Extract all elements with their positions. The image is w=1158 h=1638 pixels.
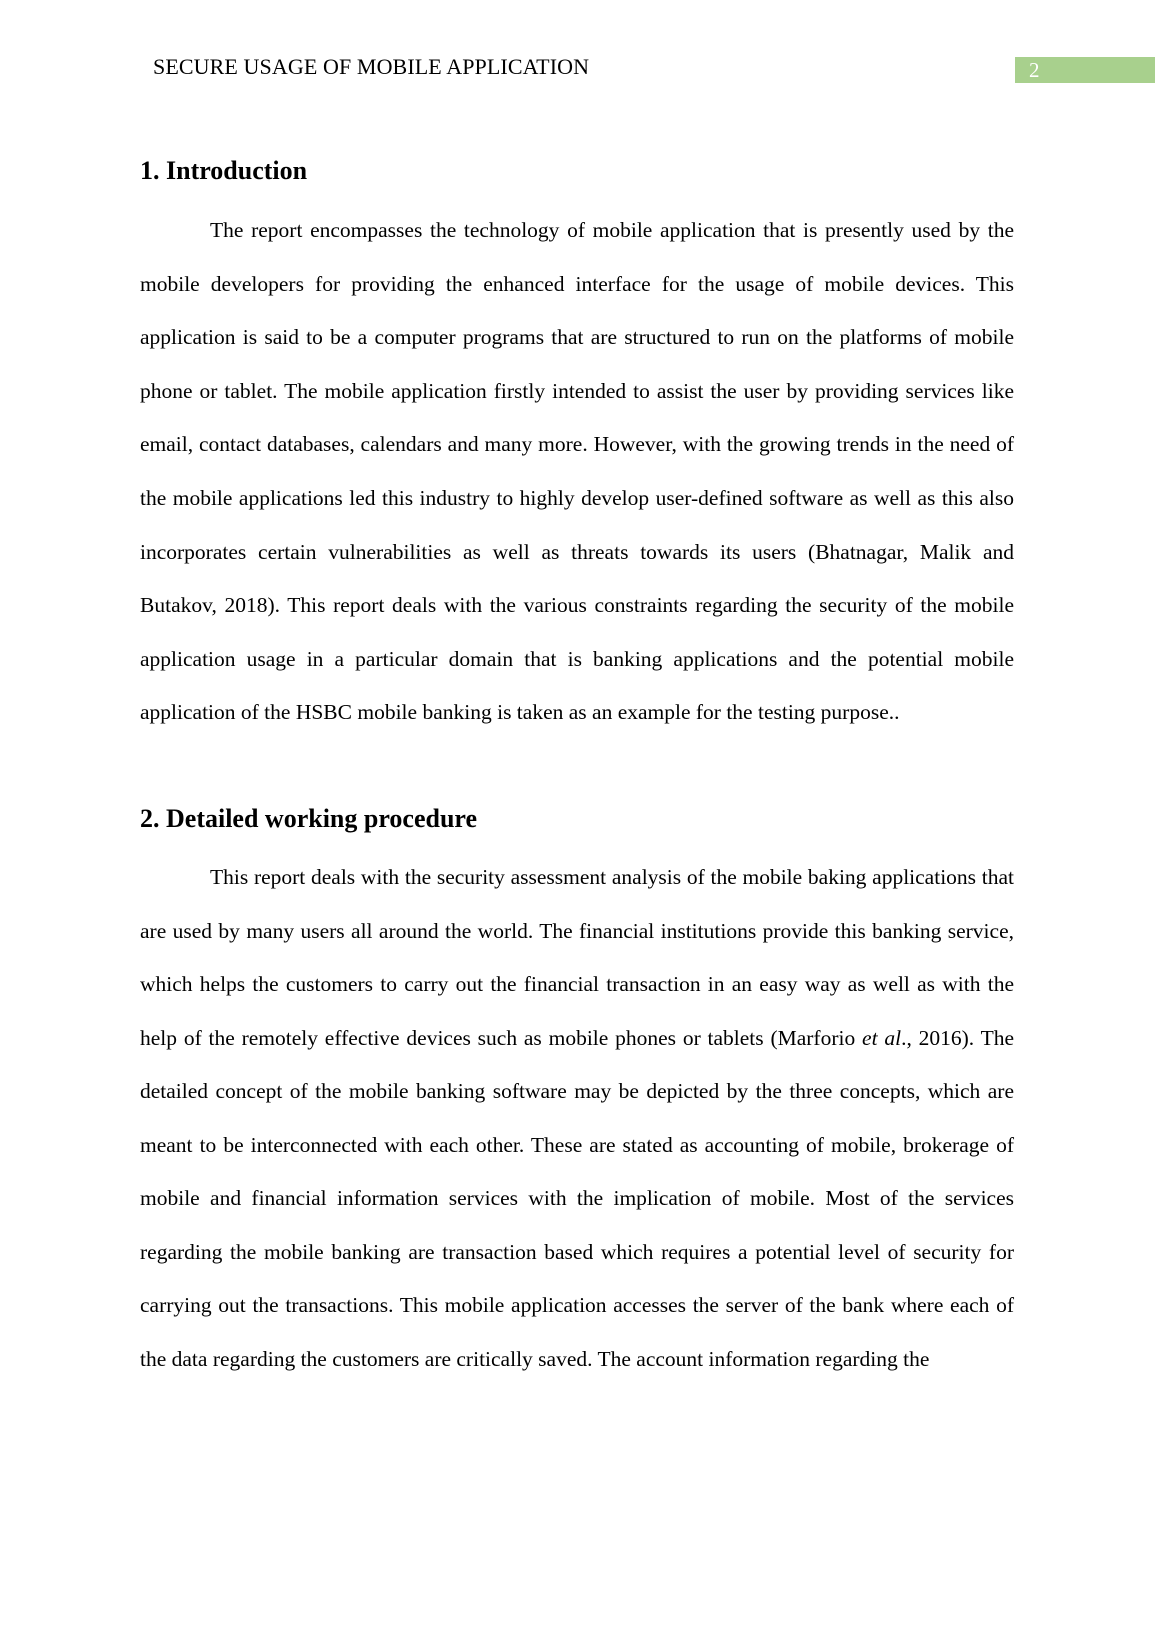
paragraph-text-start: This report deals with the security assessment analysis of the mobile baking applications that are used by many users all around the world. The financial institutions provide this banking service, which helps the customers to carry out the financial transaction in an easy way as well as with the help of the remotely effective devices such as mobile phones or tablets (Marforio: [140, 865, 1014, 1050]
introduction-paragraph: The report encompasses the technology of mobile application that is presently used by the mobile developers for providing the enhanced interface for the usage of mobile devices. This application is said to be a computer programs that are structured to run on the platforms of mobile phone or tablet. The mobile application firstly intended to assist the user by providing services like email, contact databases, calendars and many more. However, with the growing trends in the need of the mobile applications led this industry to highly develop user-defined software as well as this also incorporates certain vulnerabilities as well as threats towards its users (Bhatnagar, Malik and Butakov, 2018). This report deals with the various constraints regarding the security of the mobile application usage in a particular domain that is banking applications and the potential mobile application of the HSBC mobile banking is taken as an example for the testing purpose..: [140, 218, 1014, 725]
paragraph-text-end: ., 2016). The detailed concept of the mobile banking software may be depicted by the three concepts, which are meant to be interconnected with each other. These are stated as accounting of mobile, brokerage of mobile and financial information services with the implication of mobile. Most of the services regarding the mobile banking are transaction based which requires a potential level of security for carrying out the transactions. This mobile application accesses the server of the bank where each of the data regarding the customers are critically saved. The account information regarding the: [140, 1025, 1014, 1371]
running-header-title: SECURE USAGE OF MOBILE APPLICATION: [153, 54, 590, 79]
detailed-procedure-paragraph: [140, 851, 1014, 1386]
citation-et-al: et al: [862, 1025, 902, 1050]
section-heading-detailed-working-procedure: 2. Detailed working procedure: [140, 804, 478, 833]
section-heading-introduction: 1. Introduction: [140, 156, 308, 185]
page-number: 2: [1015, 57, 1155, 83]
